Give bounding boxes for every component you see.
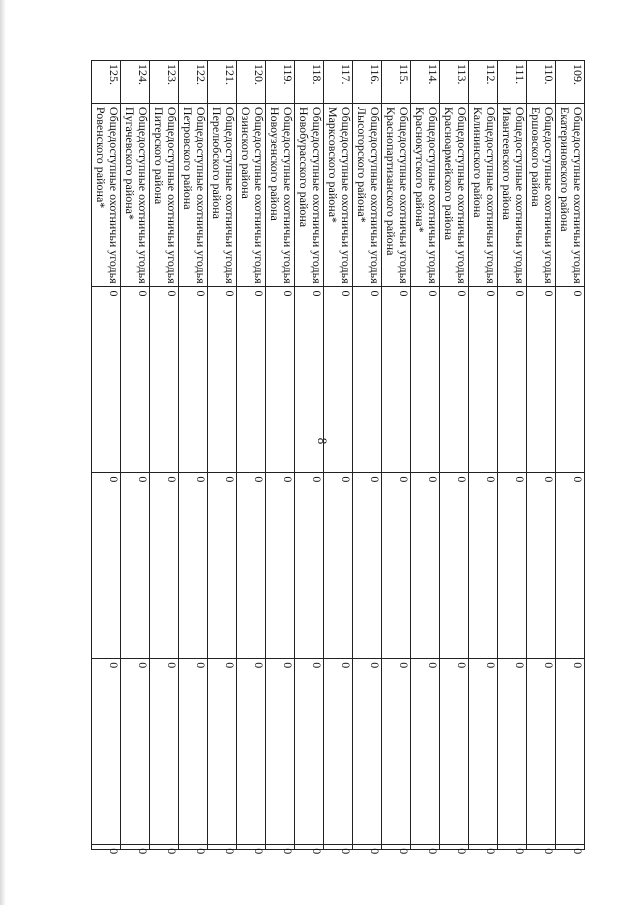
- hunting-ground-name-line1: Общедоступные охотничьи угодья: [281, 106, 295, 284]
- scan-edge-shadow: [0, 0, 6, 905]
- value-cell-1: 0: [498, 287, 527, 473]
- row-number-cell: 119.: [266, 61, 295, 104]
- row-number-cell: 121.: [208, 61, 237, 104]
- value-cell-4: 0: [411, 845, 440, 850]
- value-cell-2: 0: [324, 473, 353, 659]
- hunting-ground-name-cell: [382, 103, 411, 287]
- hunting-ground-name-line2: Ивантеевского района: [500, 106, 514, 220]
- hunting-ground-name-line2: Красноармейского района: [442, 106, 456, 241]
- hunting-ground-name-line2: Ершовского района: [529, 106, 543, 207]
- hunting-ground-name-line2: Калининского района: [471, 106, 485, 218]
- value-cell-2: 0: [527, 473, 556, 659]
- value-cell-3: 0: [411, 659, 440, 845]
- hunting-ground-name-line2: Ровенского района*: [94, 106, 108, 209]
- value-cell-2: 0: [208, 473, 237, 659]
- hunting-ground-name-cell: [237, 103, 266, 287]
- table-row: [353, 61, 382, 850]
- table-row: [498, 61, 527, 850]
- value-cell-4: 0: [440, 845, 469, 850]
- value-cell-1: 0: [266, 287, 295, 473]
- value-cell-4: 0: [237, 845, 266, 850]
- row-number-cell: 115.: [382, 61, 411, 104]
- value-cell-1: 0: [237, 287, 266, 473]
- value-cell-2: 0: [237, 473, 266, 659]
- value-cell-1: 0: [469, 287, 498, 473]
- value-cell-1: 0: [295, 287, 324, 473]
- value-cell-1: 0: [92, 287, 121, 473]
- value-cell-4: 0: [527, 845, 556, 850]
- value-cell-1: 0: [324, 287, 353, 473]
- hunting-ground-name-line1: Общедоступные охотничьи угодья: [310, 106, 324, 284]
- value-cell-2: 0: [353, 473, 382, 659]
- hunting-ground-name-cell: [440, 103, 469, 287]
- hunting-ground-name-line1: Общедоступные охотничьи угодья: [165, 106, 179, 284]
- value-cell-2: 0: [440, 473, 469, 659]
- value-cell-2: 0: [382, 473, 411, 659]
- value-cell-3: 0: [469, 659, 498, 845]
- hunting-ground-name-cell: [324, 103, 353, 287]
- value-cell-3: 0: [266, 659, 295, 845]
- value-cell-2: 0: [266, 473, 295, 659]
- hunting-ground-name-cell: [150, 103, 179, 287]
- row-number-cell: 116.: [353, 61, 382, 104]
- hunting-ground-name-line1: Общедоступные охотничьи угодья: [136, 106, 150, 284]
- table-row: [295, 61, 324, 850]
- hunting-ground-name-cell: [469, 103, 498, 287]
- value-cell-4: 0: [498, 845, 527, 850]
- hunting-ground-name-cell: [556, 103, 585, 287]
- value-cell-4: 0: [469, 845, 498, 850]
- row-number-cell: 113.: [440, 61, 469, 104]
- hunting-ground-name-line2: Новобурасского района: [297, 106, 311, 228]
- value-cell-3: 0: [208, 659, 237, 845]
- hunting-ground-name-cell: [179, 103, 208, 287]
- value-cell-1: 0: [208, 287, 237, 473]
- hunting-ground-name-line1: Общедоступные охотничьи угодья: [513, 106, 527, 284]
- table-row: [324, 61, 353, 850]
- hunting-ground-name-cell: [498, 103, 527, 287]
- hunting-ground-name-line1: Общедоступные охотничьи угодья: [426, 106, 440, 284]
- value-cell-2: 0: [150, 473, 179, 659]
- table-row: [440, 61, 469, 850]
- value-cell-4: 0: [121, 845, 150, 850]
- hunting-ground-name-line1: Общедоступные охотничьи угодья: [194, 106, 208, 284]
- value-cell-1: 0: [440, 287, 469, 473]
- table-row: [237, 61, 266, 850]
- value-cell-4: 0: [295, 845, 324, 850]
- value-cell-2: 0: [469, 473, 498, 659]
- row-number-cell: 118.: [295, 61, 324, 104]
- table-row: [266, 61, 295, 850]
- table-row: [121, 61, 150, 850]
- value-cell-4: 0: [266, 845, 295, 850]
- value-cell-2: 0: [92, 473, 121, 659]
- hunting-ground-name-cell: [208, 103, 237, 287]
- value-cell-4: 0: [556, 845, 585, 850]
- value-cell-4: 0: [208, 845, 237, 850]
- value-cell-2: 0: [121, 473, 150, 659]
- value-cell-1: 0: [179, 287, 208, 473]
- value-cell-4: 0: [353, 845, 382, 850]
- value-cell-3: 0: [92, 659, 121, 845]
- value-cell-2: 0: [179, 473, 208, 659]
- row-number-cell: 125.: [92, 61, 121, 104]
- hunting-ground-name-line2: Лысогорского района*: [355, 106, 369, 223]
- hunting-ground-name-line1: Общедоступные охотничьи угодья: [339, 106, 353, 284]
- hunting-ground-name-line2: Краснокутского района*: [413, 106, 427, 233]
- row-number-cell: 117.: [324, 61, 353, 104]
- row-number-cell: 114.: [411, 61, 440, 104]
- hunting-ground-name-cell: [92, 103, 121, 287]
- value-cell-3: 0: [440, 659, 469, 845]
- row-number-cell: 111.: [498, 61, 527, 104]
- table-row: [411, 61, 440, 850]
- value-cell-3: 0: [324, 659, 353, 845]
- hunting-grounds-table: [91, 60, 585, 855]
- hunting-ground-name-line2: Марксовского района*: [326, 106, 340, 224]
- value-cell-4: 0: [92, 845, 121, 850]
- hunting-ground-name-cell: [411, 103, 440, 287]
- hunting-ground-name-line1: Общедоступные охотничьи угодья: [397, 106, 411, 284]
- hunting-ground-name-line1: Общедоступные охотничьи угодья: [571, 106, 585, 284]
- hunting-ground-name-line1: Общедоступные охотничьи угодья: [223, 106, 237, 284]
- hunting-ground-name-line2: Петровского района: [181, 106, 195, 210]
- row-number-cell: 123.: [150, 61, 179, 104]
- value-cell-2: 0: [556, 473, 585, 659]
- page-number: 8: [315, 437, 330, 445]
- value-cell-3: 0: [179, 659, 208, 845]
- value-cell-2: 0: [498, 473, 527, 659]
- table-row: [208, 61, 237, 850]
- row-number-cell: 122.: [179, 61, 208, 104]
- hunting-ground-name-cell: [295, 103, 324, 287]
- value-cell-1: 0: [527, 287, 556, 473]
- hunting-ground-name-line1: Общедоступные охотничьи угодья: [252, 106, 266, 284]
- value-cell-3: 0: [121, 659, 150, 845]
- hunting-ground-name-cell: [121, 103, 150, 287]
- table-row: [382, 61, 411, 850]
- value-cell-4: 0: [150, 845, 179, 850]
- value-cell-4: 0: [324, 845, 353, 850]
- value-cell-1: 0: [382, 287, 411, 473]
- table-row: [150, 61, 179, 850]
- hunting-ground-name-cell: [353, 103, 382, 287]
- value-cell-2: 0: [411, 473, 440, 659]
- value-cell-1: 0: [411, 287, 440, 473]
- value-cell-1: 0: [353, 287, 382, 473]
- hunting-ground-name-cell: [266, 103, 295, 287]
- row-number-cell: 109.: [556, 61, 585, 104]
- hunting-ground-name-line2: Питерского района: [152, 106, 166, 205]
- value-cell-4: 0: [382, 845, 411, 850]
- table-row: [469, 61, 498, 850]
- hunting-ground-name-line1: Общедоступные охотничьи угодья: [484, 106, 498, 284]
- hunting-ground-name-cell: [527, 103, 556, 287]
- value-cell-1: 0: [121, 287, 150, 473]
- value-cell-3: 0: [237, 659, 266, 845]
- rotated-page-content: [91, 60, 585, 855]
- table-row: [92, 61, 121, 850]
- value-cell-3: 0: [527, 659, 556, 845]
- hunting-ground-name-line1: Общедоступные охотничьи угодья: [542, 106, 556, 284]
- value-cell-1: 0: [556, 287, 585, 473]
- value-cell-4: 0: [179, 845, 208, 850]
- row-number-cell: 112.: [469, 61, 498, 104]
- table-row: [179, 61, 208, 850]
- table-row: [527, 61, 556, 850]
- value-cell-3: 0: [498, 659, 527, 845]
- table-body: [92, 61, 585, 855]
- hunting-ground-name-line2: Краснопартизанского района: [384, 106, 398, 256]
- hunting-ground-name-line2: Екатериновского района: [558, 106, 572, 232]
- value-cell-1: 0: [150, 287, 179, 473]
- value-cell-3: 0: [382, 659, 411, 845]
- hunting-ground-name-line2: Перелюбского района: [210, 106, 224, 219]
- hunting-ground-name-line2: Новоузенского района: [268, 106, 282, 221]
- value-cell-3: 0: [353, 659, 382, 845]
- value-cell-3: 0: [295, 659, 324, 845]
- row-number-cell: 124.: [121, 61, 150, 104]
- hunting-ground-name-line1: Общедоступные охотничьи угодья: [368, 106, 382, 284]
- hunting-ground-name-line1: Общедоступные охотничьи угодья: [455, 106, 469, 284]
- table-row: [556, 61, 585, 850]
- hunting-ground-name-line2: Озинского района: [239, 106, 253, 199]
- hunting-ground-name-line1: Общедоступные охотничьи угодья: [107, 106, 121, 284]
- row-number-cell: 120.: [237, 61, 266, 104]
- row-number-cell: 110.: [527, 61, 556, 104]
- value-cell-3: 0: [556, 659, 585, 845]
- value-cell-3: 0: [150, 659, 179, 845]
- hunting-ground-name-line2: Пугачевского района*: [123, 106, 137, 220]
- value-cell-2: 0: [295, 473, 324, 659]
